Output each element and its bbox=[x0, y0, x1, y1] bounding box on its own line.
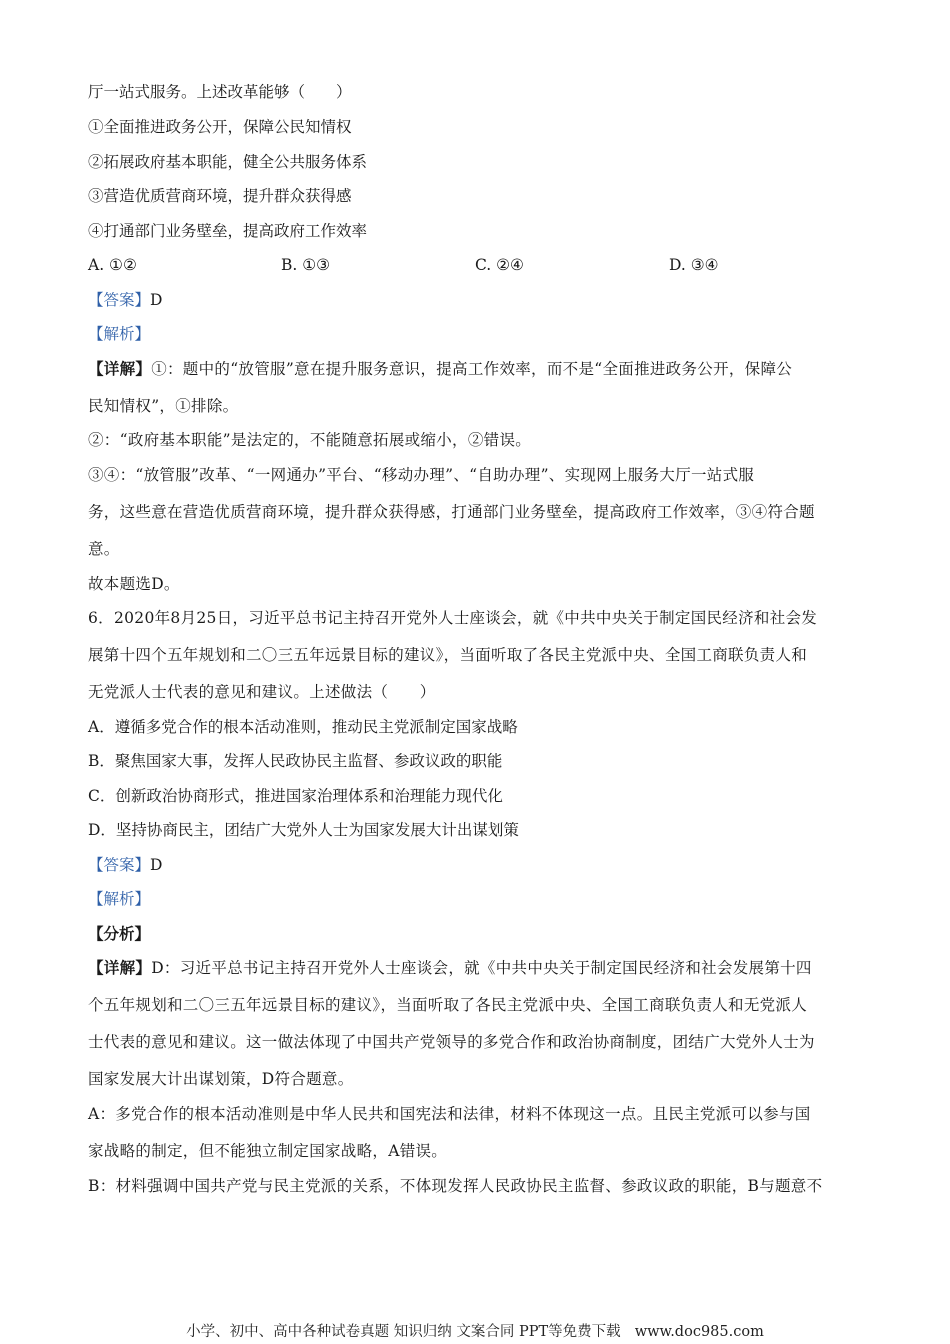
q5-item-4: ④打通部门业务壁垒，提高政府工作效率 bbox=[88, 222, 368, 240]
q6-option-c: C．创新政治协商形式，推进国家治理体系和治理能力现代化 bbox=[88, 787, 503, 805]
q6-detail-tag: 【详解】 bbox=[88, 958, 152, 977]
q5-item-3: ③营造优质营商环境，提升群众获得感 bbox=[88, 187, 352, 205]
q5-detail-line-5: 务，这些意在营造优质营商环境，提升群众获得感，打通部门业务壁垒，提高政府工作效率，③④符合题 bbox=[88, 503, 815, 521]
q6-detail-text-1: D：习近平总书记主持召开党外人士座谈会，就《中共中央关于制定国民经济和社会发展第十四 bbox=[151, 959, 812, 977]
q6-stem-line-2: 展第十四个五年规划和二〇三五年远景目标的建议》，当面听取了各民主党派中央、全国工商联负责人和 bbox=[88, 646, 808, 664]
q6-option-a: A．遵循多党合作的根本活动准则，推动民主党派制定国家战略 bbox=[88, 718, 518, 736]
q5-option-b: B. ①③ bbox=[281, 256, 331, 274]
q5-detail-line-6: 意。 bbox=[88, 540, 120, 558]
page-footer bbox=[0, 1323, 950, 1341]
q6-stem-line-3: 无党派人士代表的意见和建议。上述做法（ ） bbox=[88, 683, 436, 701]
q6-detail-line-2: 个五年规划和二〇三五年远景目标的建议》，当面听取了各民主党派中央、全国工商联负责人和无党派人 bbox=[88, 996, 808, 1014]
q6-detail-line-4: 国家发展大计出谋划策，D符合题意。 bbox=[88, 1070, 354, 1088]
q6-detail-line-7: B：材料强调中国共产党与民主党派的关系，不体现发挥人民政协民主监督、参政议政的职能，B与题意不 bbox=[88, 1177, 823, 1195]
q5-option-a: A. ①② bbox=[88, 256, 137, 274]
q5-item-1: ①全面推进政务公开，保障公民知情权 bbox=[88, 118, 352, 136]
q6-detail-line-5: A：多党合作的根本活动准则是中华人民共和国宪法和法律，材料不体现这一点。且民主党派可以参与国 bbox=[88, 1105, 811, 1123]
q5-item-2: ②拓展政府基本职能，健全公共服务体系 bbox=[88, 153, 368, 171]
q5-option-d: D. ③④ bbox=[669, 256, 719, 274]
q6-answer: D bbox=[150, 856, 163, 874]
q5-detail-tag: 【详解】 bbox=[88, 359, 152, 378]
q5-stem-tail: 厅一站式服务。上述改革能够（ ） bbox=[88, 83, 352, 101]
q5-answer: D bbox=[150, 291, 163, 309]
footer-text: 小学、初中、高中各种试卷真题 知识归纳 文案合同 PPT等免费下载 bbox=[186, 1324, 621, 1340]
q5-detail-text-1: ①：题中的“放管服”意在提升服务意识，提高工作效率，而不是“全面推进政务公开，保障公 bbox=[151, 360, 793, 378]
q6-detail-line-3: 士代表的意见和建议。这一做法体现了中国共产党领导的多党合作和政治协商制度，团结广大党外人士为 bbox=[88, 1033, 815, 1051]
q6-answer-tag: 【答案】 bbox=[88, 856, 151, 874]
q5-detail-line-3: ②：“政府基本职能”是法定的，不能随意拓展或缩小，②错误。 bbox=[88, 431, 532, 449]
q5-answer-tag: 【答案】 bbox=[88, 291, 151, 309]
q6-detail-line-6: 家战略的制定，但不能独立制定国家战略，A错误。 bbox=[88, 1142, 448, 1160]
q5-detail-line-2: 民知情权”，①排除。 bbox=[88, 397, 239, 415]
q6-stem-line-1: 6．2020年8月25日，习近平总书记主持召开党外人士座谈会，就《中共中央关于制定国民经济和社会发 bbox=[88, 609, 818, 627]
q5-answer-line bbox=[88, 290, 162, 310]
q5-detail-line-4: ③④：“放管服”改革、“一网通办”平台、“移动办理”、“自助办理”、实现网上服务大厅一站式服 bbox=[88, 466, 755, 484]
q5-option-c: C. ②④ bbox=[475, 256, 524, 274]
q6-option-d: D．坚持协商民主，团结广大党外人士为国家发展大计出谋划策 bbox=[88, 821, 519, 839]
q5-detail-line-1 bbox=[88, 359, 792, 379]
footer-site-link[interactable]: www.doc985.com bbox=[634, 1324, 764, 1340]
q6-fenxi-tag: 【分析】 bbox=[88, 924, 151, 943]
q5-analysis-tag: 【解析】 bbox=[88, 325, 151, 343]
q6-answer-line bbox=[88, 855, 162, 875]
q5-detail-line-7: 故本题选D。 bbox=[88, 575, 180, 593]
q6-detail-line-1 bbox=[88, 958, 812, 978]
q6-analysis-tag: 【解析】 bbox=[88, 890, 151, 908]
q6-option-b: B．聚焦国家大事，发挥人民政协民主监督、参政议政的职能 bbox=[88, 752, 503, 770]
